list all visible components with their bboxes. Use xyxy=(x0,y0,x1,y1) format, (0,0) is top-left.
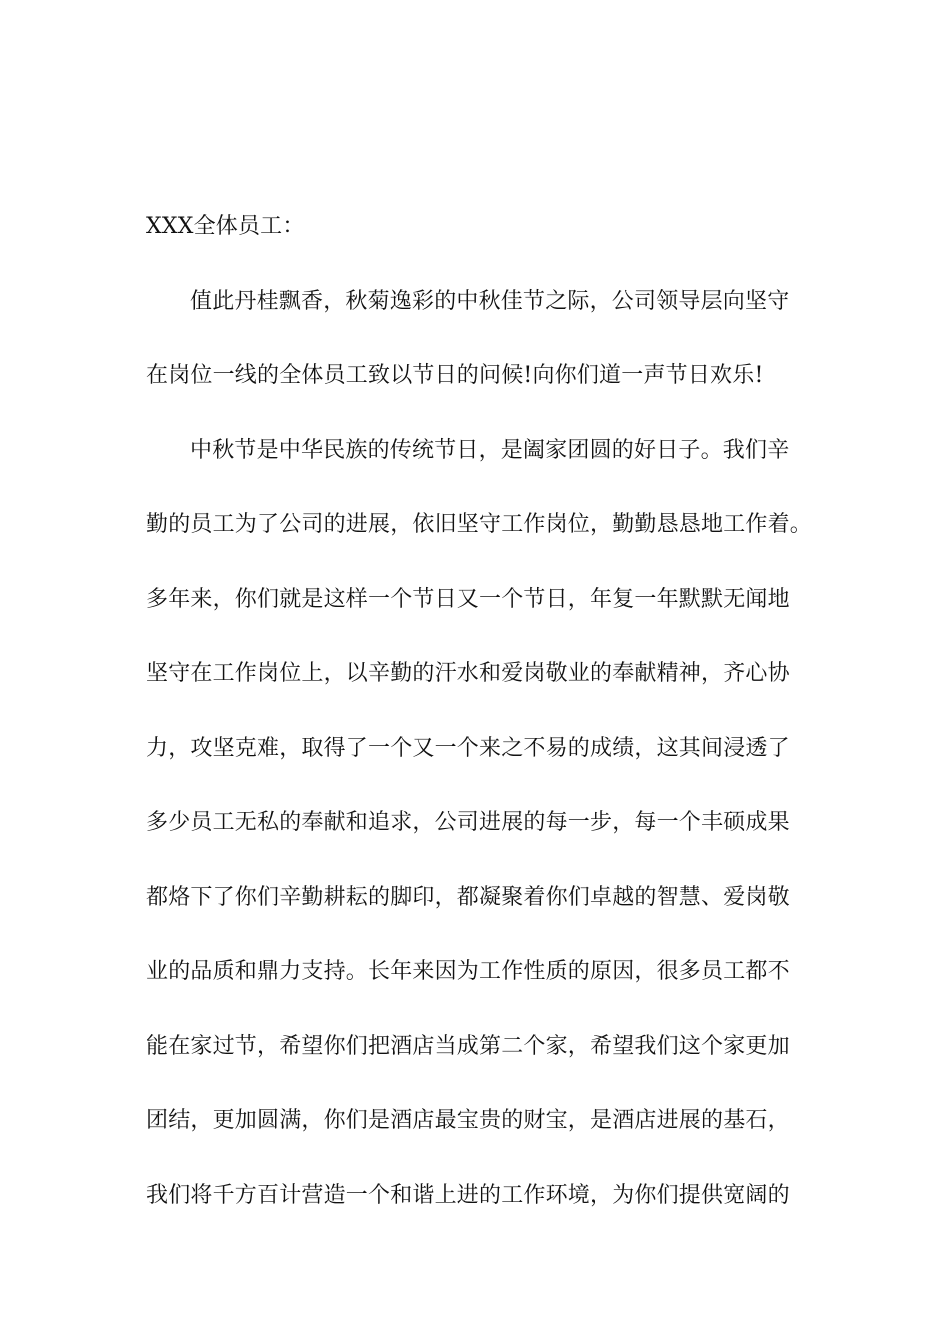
body-line: 能在家过节，希望你们把酒店当成第二个家，希望我们这个家更加 xyxy=(146,1034,790,1059)
body-line: 团结，更加圆满，你们是酒店最宝贵的财宝，是酒店进展的基石， xyxy=(146,1108,790,1133)
salutation: XXX全体员工： xyxy=(146,214,305,239)
body-line: 中秋节是中华民族的传统节日，是阖家团圆的好日子。我们辛 xyxy=(190,438,790,463)
body-line: 力，攻坚克难，取得了一个又一个来之不易的成绩，这其间浸透了 xyxy=(146,736,790,761)
body-line: 多年来，你们就是这样一个节日又一个节日，年复一年默默无闻地 xyxy=(146,587,790,612)
body-line: 在岗位一线的全体员工致以节日的问候!向你们道一声节日欢乐! xyxy=(146,363,764,388)
body-line: 多少员工无私的奉献和追求，公司进展的每一步，每一个丰硕成果 xyxy=(146,810,790,835)
body-line: 勤的员工为了公司的进展，依旧坚守工作岗位，勤勤恳恳地工作着。 xyxy=(146,512,813,537)
body-line: 都烙下了你们辛勤耕耘的脚印，都凝聚着你们卓越的智慧、爱岗敬 xyxy=(146,885,790,910)
body-line: 我们将千方百计营造一个和谐上进的工作环境，为你们提供宽阔的 xyxy=(146,1183,790,1208)
body-line: 业的品质和鼎力支持。长年来因为工作性质的原因，很多员工都不 xyxy=(146,959,790,984)
body-line: 坚守在工作岗位上，以辛勤的汗水和爱岗敬业的奉献精神，齐心协 xyxy=(146,661,790,686)
body-line: 值此丹桂飘香，秋菊逸彩的中秋佳节之际，公司领导层向坚守 xyxy=(190,289,790,314)
